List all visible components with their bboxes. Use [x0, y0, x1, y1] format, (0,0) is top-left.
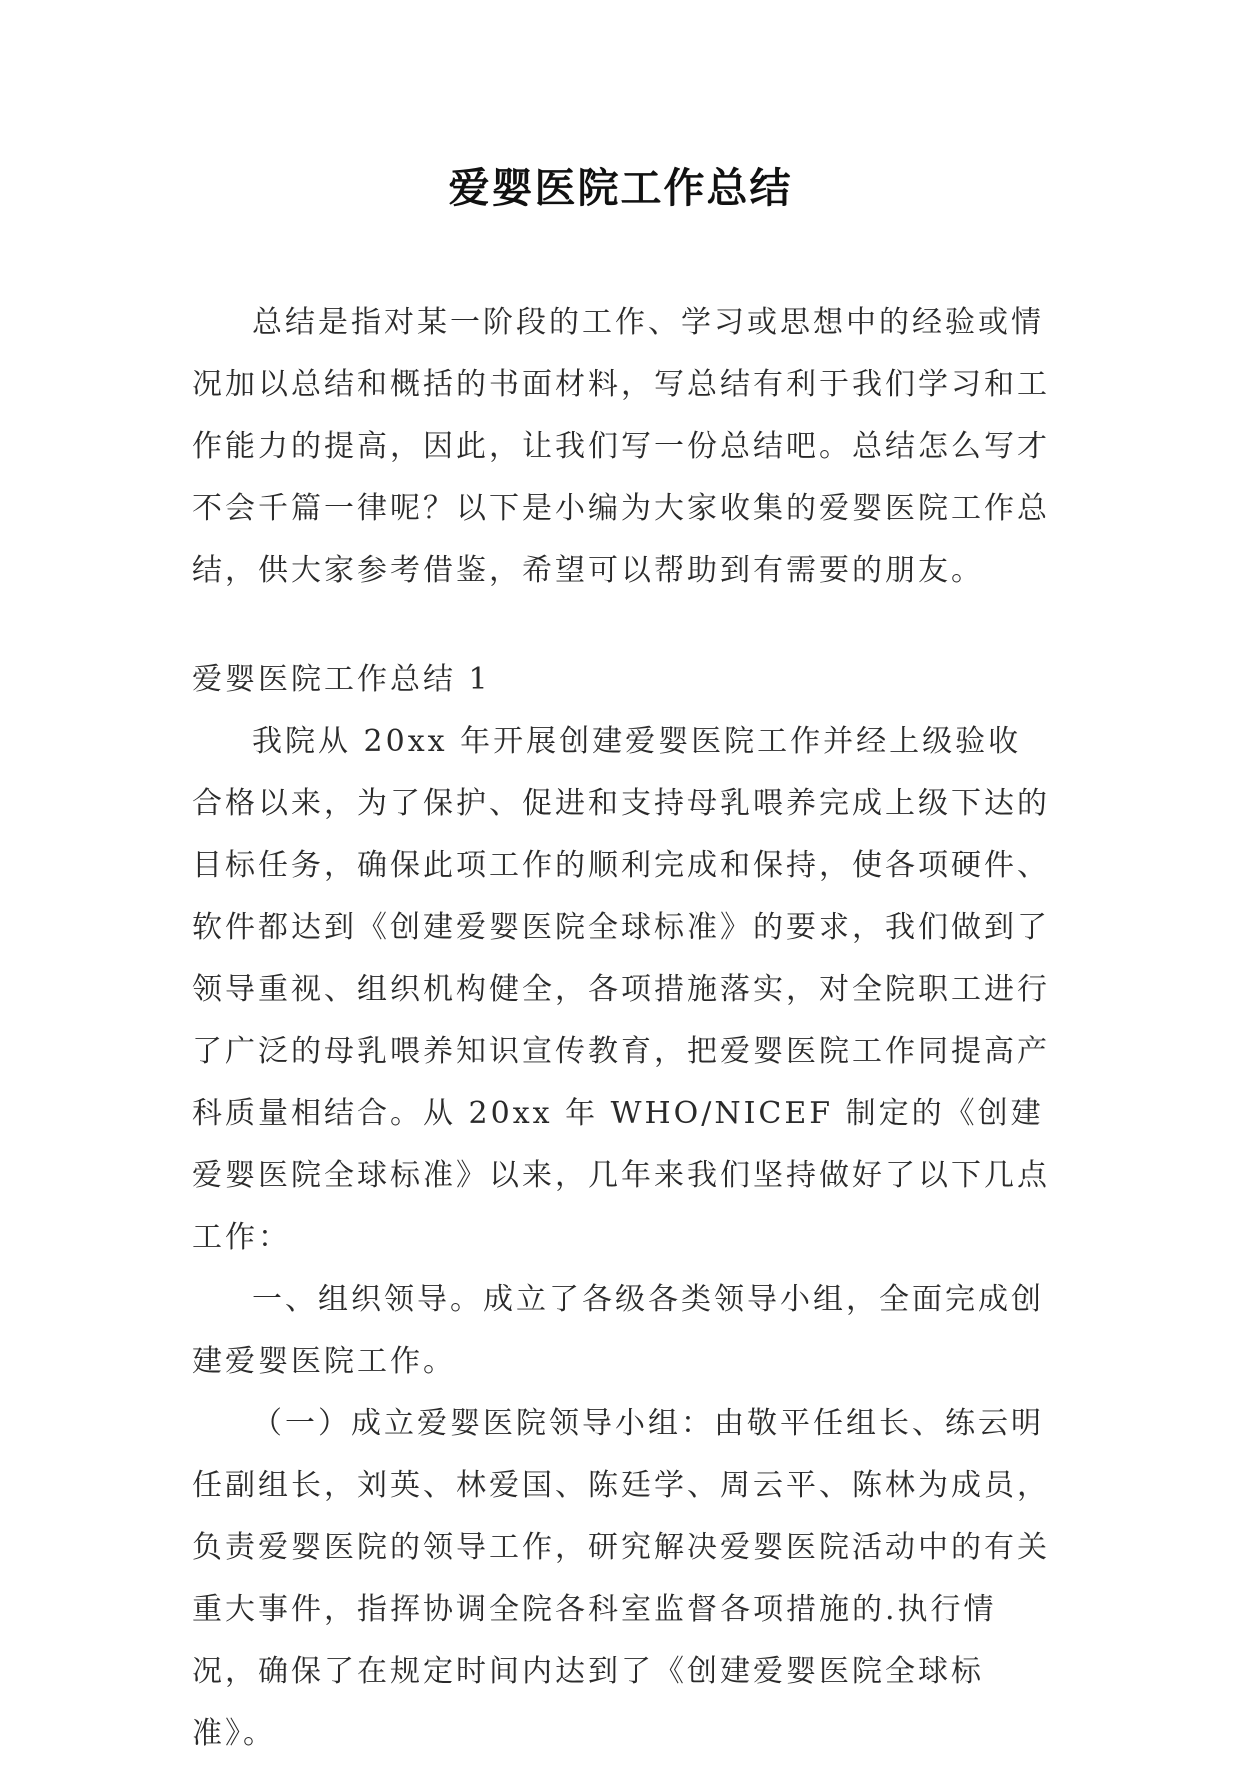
- intro-paragraph: 总结是指对某一阶段的工作、学习或思想中的经验或情况加以总结和概括的书面材料，写总结有利于我们学习和工作能力的提高，因此，让我们写一份总结吧。总结怎么写才不会千篇一律呢？以下是小编为大家收集的爱婴医院工作总结，供大家参考借鉴，希望可以帮助到有需要的朋友。: [192, 305, 1050, 588]
- document-title: 爱婴医院工作总结: [448, 164, 793, 212]
- body-paragraph-1: 我院从 20xx 年开展创建爱婴医院工作并经上级验收合格以来，为了保护、促进和支持母乳喂养完成上级下达的目标任务，确保此项工作的顺利完成和保持，使各项硬件、软件都达到《创建爱婴医院全球标准》的要求，我们做到了领导重视、组织机构健全，各项措施落实，对全院职工进行了广泛的母乳喂养知识宣传教育，把爱婴医院工作同提高产科质量相结合。从 20xx 年 WHO/NICEF 制定的《创建爱婴医院全球标准》以来，几年来我们坚持做好了以下几点工作：: [192, 724, 1050, 1255]
- body-paragraph-3: （一）成立爱婴医院领导小组：由敬平任组长、练云明任副组长，刘英、林爱国、陈廷学、周云平、陈林为成员，负责爱婴医院的领导工作，研究解决爱婴医院活动中的有关重大事件，指挥协调全院各科室监督各项措施的.执行情况，确保了在规定时间内达到了《创建爱婴医院全球标准》。: [192, 1406, 1050, 1751]
- body-paragraph-2: 一、组织领导。成立了各级各类领导小组，全面完成创建爱婴医院工作。: [192, 1282, 1044, 1379]
- document-body: [192, 292, 1050, 1765]
- section-heading: 爱婴医院工作总结 1: [192, 662, 491, 697]
